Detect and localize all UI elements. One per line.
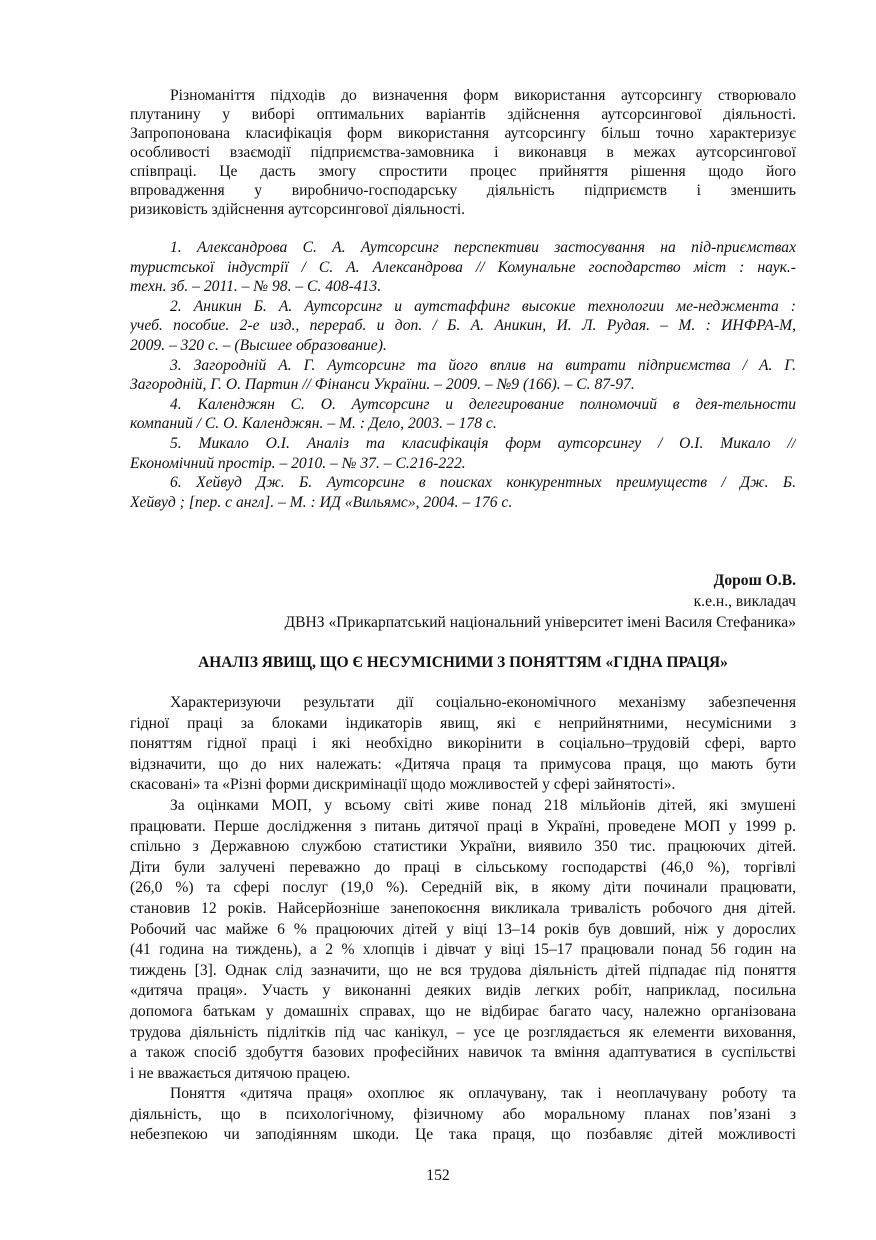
text-line: допомога батькам у домашніх справах, що не відбирає багато часу, належно організована [130, 1002, 796, 1020]
text-line: «дитяча праця». Участь у виконанні деяких видів легких робіт, наприклад, посильна [130, 982, 796, 1000]
text-line: 1. Александрова С. А. Аутсорсинг перспективи застосування на під-приємствах [170, 239, 796, 256]
text-line: компаний / С. О. Календжян. – М. : Дело, 2003. – 178 с. [130, 415, 497, 433]
text-line: 5. Микало О.І. Аналіз та класифікація форм аутсорсингу / О.І. Микало // [170, 434, 796, 452]
text-line: впровадження у виробничо-господарську діяльність підприємств і зменшить [130, 182, 796, 199]
author-position: к.е.н., викладач [693, 593, 796, 610]
text-line: туристської індустрії / С. А. Александрова // Комунальне господарство міст : наук.- [130, 258, 796, 276]
text-line: відзначити, що до них належать: «Дитяча праця та примусова праця, що мають бути [130, 755, 796, 773]
intro-paragraphs [130, 86, 796, 219]
text-line: Діти були залучені переважно до праці в сільському господарстві (46,0 %), торгівлі [130, 858, 796, 876]
paragraph [130, 1084, 796, 1146]
text-line: небезпекою чи заподіянням шкоди. Це така праця, що позбавляє дітей можливості [130, 1126, 796, 1144]
paragraph [130, 796, 796, 1084]
reference-item [130, 356, 796, 395]
text-line: (26,0 %) та сфері послуг (19,0 %). Середній вік, в якому діти починали працювати, [130, 879, 796, 897]
article-title: АНАЛІЗ ЯВИЩ, ЩО Є НЕСУМІСНИМИ З ПОНЯТТЯМ «ГІДНА ПРАЦЯ» [198, 654, 728, 671]
text-line: (41 година на тиждень), а 2 % хлопців і дівчат у віці 15–17 працювали понад 56 годин на [130, 941, 796, 959]
text-line: спільно з Державною службою статистики України, виявило 350 тис. працюючих дітей. [130, 838, 796, 856]
text-line: За оцінками МОП, у всьому світі живе понад 218 мільйонів дітей, які змушені [170, 796, 796, 814]
page-number: 152 [426, 1167, 450, 1184]
article-body [130, 693, 796, 1146]
text-line: діяльність, що в психологічному, фізичному або моральному планах пов’язані з [130, 1105, 796, 1123]
text-line: тиждень [3]. Однак слід зазначити, що не вся трудова діяльність дітей підпадає під поняття [130, 961, 796, 979]
text-line: техн. зб. – 2011. – № 98. – С. 408-413. [130, 278, 382, 296]
author-block [130, 570, 796, 633]
reference-list [130, 238, 796, 512]
text-line: 2009. – 320 с. – (Высшее образование). [130, 336, 387, 354]
text-line: Запропонована класифікація форм використання аутсорсингу більш точно характеризує [130, 125, 796, 142]
text-line: 2. Аникин Б. А. Аутсорсинг и аутстаффинг высокие технологии ме-неджмента : [170, 297, 796, 315]
text-line: 3. Загородній А. Г. Аутсорсинг та його вплив на витрати підприємства / А. Г. [170, 356, 796, 374]
text-line: а також спосіб здобуття базових професійних навичок та вміння адаптуватися в суспільстві [130, 1044, 796, 1062]
text-line: становив 12 років. Найсерйозніше занепокоєння викликала тривалість робочого дня дітей. [130, 899, 796, 917]
text-line: особливості взаємодії підприємства-замовника і виконавця в межах аутсорсингової [130, 144, 796, 161]
text-line: 6. Хейвуд Дж. Б. Аутсорсинг в поисках конкурентных преимуществ / Дж. Б. [170, 474, 796, 492]
text-line: ризиковість здійснення аутсорсингової діяльності. [130, 201, 466, 218]
text-line: поняттям гідної праці і які необхідно викорінити в соціально–трудовій сфері, варто [130, 735, 796, 753]
text-line: 4. Календжян С. О. Аутсорсинг и делегирование полномочий в дея-тельности [170, 395, 796, 413]
reference-item [130, 238, 796, 297]
text-line: Загородній, Г. О. Партин // Фінанси України. – 2009. – №9 (166). – С. 87-97. [130, 376, 635, 394]
text-line: Поняття «дитяча праця» охоплює як оплачувану, так і неоплачувану роботу та [170, 1085, 796, 1103]
reference-item [130, 395, 796, 434]
text-line: Робочий час майже 6 % працюючих дітей у віці 13–14 років був довший, ніж у дорослих [130, 920, 796, 938]
author-affiliation: ДВНЗ «Прикарпатський національний університет імені Василя Стефаника» [284, 614, 796, 631]
text-line: і не вважається дитячою працею. [130, 1064, 351, 1082]
author-name: Дорош О.В. [713, 572, 796, 589]
text-line: Хейвуд ; [пер. с англ]. – М. : ИД «Вильямс», 2004. – 176 с. [130, 493, 513, 511]
paragraph [130, 86, 796, 219]
text-line: Характеризуючи результати дії соціально-економічного механізму забезпечення [170, 694, 796, 711]
text-line: гідної праці за блоками індикаторів явищ, які є неприйнятними, несумісними з [130, 714, 796, 732]
text-line: учеб. пособие. 2-е изд., перераб. и доп. / Б. А. Аникин, И. Л. Рудая. – М. : ИНФРА-М, [130, 317, 796, 335]
reference-item [130, 434, 796, 473]
reference-item [130, 473, 796, 512]
text-line: скасовані» та «Різні форми дискримінації щодо можливостей у сфері зайнятості». [130, 776, 676, 794]
text-line: співпраці. Це дасть змогу спростити процес прийняття рішення щодо його [130, 163, 796, 180]
text-line: Різноманіття підходів до визначення форм використання аутсорсингу створювало [170, 87, 796, 104]
text-line: Економічний простір. – 2010. – № 37. – С.216-222. [130, 454, 466, 472]
text-line: працювати. Перше дослідження з питань дитячої праці в Україні, проведене МОП у 1999 р. [130, 817, 796, 835]
reference-item [130, 297, 796, 356]
paragraph [130, 693, 796, 796]
text-line: плутанину у виборі оптимальних варіантів здійснення аутсорсингової діяльності. [130, 106, 796, 123]
text-line: трудова діяльність підлітків під час канікул, – усе це розглядається як елементи виховання, [130, 1023, 796, 1041]
